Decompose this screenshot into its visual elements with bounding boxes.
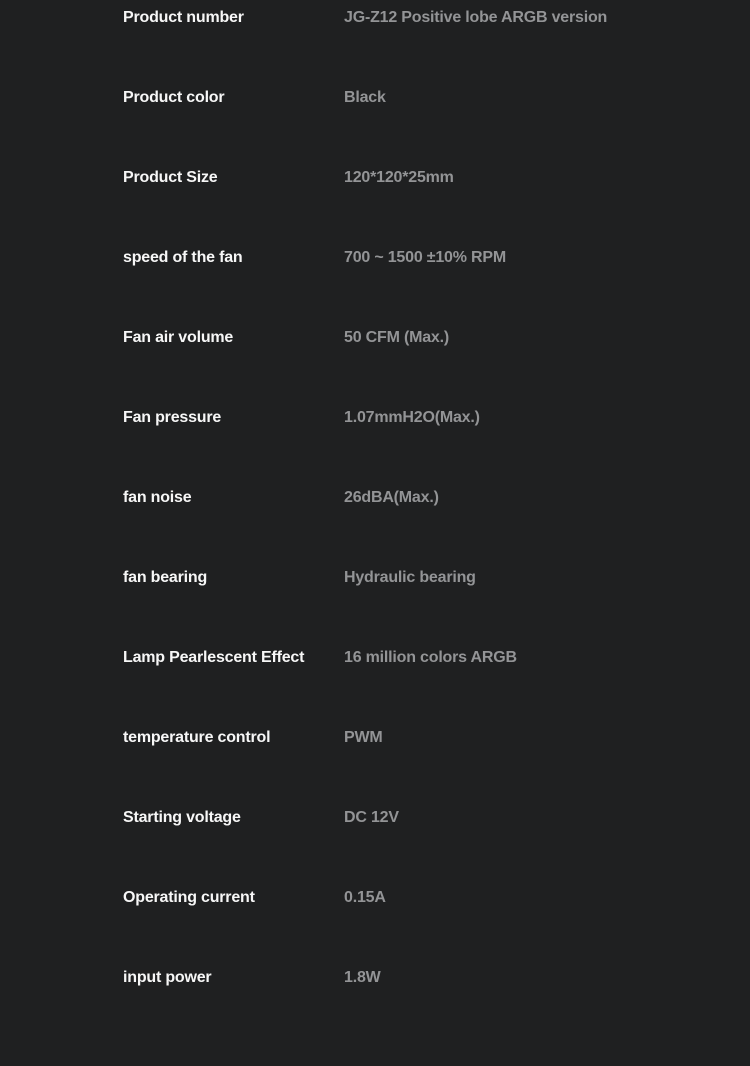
spec-label: fan noise (123, 489, 192, 506)
spec-label: fan bearing (123, 569, 208, 586)
spec-value: 1.07mmH2O(Max.) (344, 409, 480, 426)
spec-row-fan-speed (0, 246, 750, 326)
spec-label: Product color (123, 89, 225, 106)
spec-value: Black (344, 89, 386, 106)
spec-label: temperature control (123, 729, 271, 746)
spec-value: 50 CFM (Max.) (344, 329, 449, 346)
spec-value: 16 million colors ARGB (344, 649, 517, 666)
spec-value: 700 ~ 1500 ±10% RPM (344, 249, 506, 266)
spec-label: speed of the fan (123, 249, 243, 266)
spec-value: 120*120*25mm (344, 169, 454, 186)
spec-value: 26dBA(Max.) (344, 489, 439, 506)
spec-label: Starting voltage (123, 809, 241, 826)
spec-value: 1.8W (344, 969, 381, 986)
spec-label: Fan pressure (123, 409, 222, 426)
spec-row-fan-noise (0, 486, 750, 566)
spec-row-fan-air-volume (0, 326, 750, 406)
spec-row-fan-bearing (0, 566, 750, 646)
spec-row-fan-pressure (0, 406, 750, 486)
spec-row-product-number (0, 6, 750, 86)
spec-value: 0.15A (344, 889, 386, 906)
spec-row-temperature-control (0, 726, 750, 806)
spec-label: input power (123, 969, 212, 986)
spec-row-starting-voltage (0, 806, 750, 886)
spec-row-operating-current (0, 886, 750, 966)
spec-label: Product Size (123, 169, 218, 186)
spec-label: Fan air volume (123, 329, 234, 346)
spec-row-product-color (0, 86, 750, 166)
spec-value: DC 12V (344, 809, 399, 826)
spec-value: PWM (344, 729, 383, 746)
spec-label: Operating current (123, 889, 255, 906)
spec-row-product-size (0, 166, 750, 246)
spec-row-lamp-effect (0, 646, 750, 726)
spec-value: JG-Z12 Positive lobe ARGB version (344, 9, 608, 26)
spec-row-input-power (0, 966, 750, 1046)
spec-label: Lamp Pearlescent Effect (123, 649, 305, 666)
spec-value: Hydraulic bearing (344, 569, 476, 586)
spec-label: Product number (123, 9, 244, 26)
